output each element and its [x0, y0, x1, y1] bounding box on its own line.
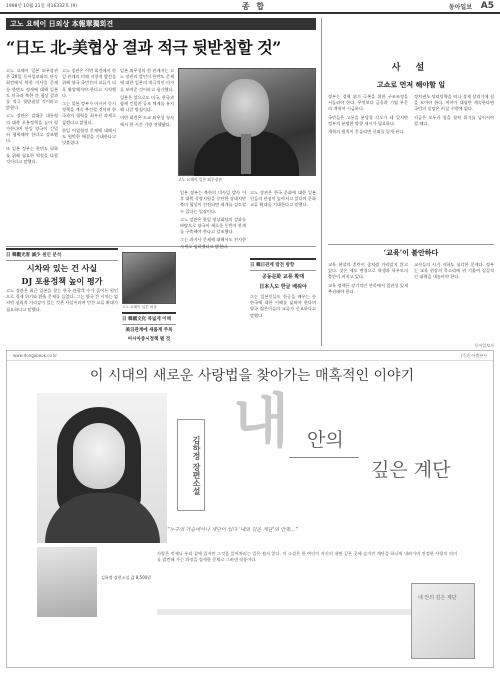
sub-article-3-title-1: 공동문화 교류 확대	[261, 274, 305, 280]
ad-title-part-2: 안의	[307, 429, 344, 451]
section-name: 종 합	[241, 1, 267, 11]
editorial-title-1: 고쇼로 먼저 해야할 일	[376, 80, 446, 89]
ad-topbar	[7, 351, 493, 361]
ad-quote: “누구의 가슴에서나 계단이 있다 ‘내의 깊은 계단’의 안쪽…”	[167, 527, 298, 533]
lead-body-col-4: 일본 정부는 북한의 미사일 발사 이후 대북 식량지원을 중단한 상태지만 북미 협상이 진전되면 재개를 검토할 수 있다는 입장이다. 고노 장관은 한일 정상회담의 성과를 바탕으로 양국이 새로운 동반자 관계를 구축해야 한다고 강조했다. 그는 과거사 문제에 대해서도 진지한 자세로 임하겠다고 밝혔다.	[180, 190, 246, 249]
ad-decorative-line	[289, 457, 359, 458]
ad-title-big-char: 내	[233, 387, 290, 455]
sub-article-3-kicker: 日 韓日관계 발전 방향	[250, 260, 316, 271]
lead-body-col-1: 고노 요헤이 일본 외무장관은 20일 동아일보와의 단독회견에서 북한 미사일 문제 등 한반도 정세에 대해 일본도 미국과 북한 간 협상 결과를 적극 뒷받침할 것이라고 밝혔다. 고노 장관은 김대중 대통령의 대북 포용정책을 높이 평가한다며 한일 양국이 긴밀히 협력해야 한다고 강조했다. 또 일본 정부는 한반도 평화를 위해 필요한 역할을 다할 것이라고 말했다.	[6, 68, 58, 164]
ad-publisher: (주)동아출판사	[460, 353, 487, 358]
sub-article-2-kicker: 日 韓國文化 폭넓게 이해	[122, 314, 176, 325]
lead-body-col-5: 고노 장관은 한국 문화에 대한 일본인들의 관심이 높아지고 있다며 문화 교류 확대를 기대한다고 말했다.	[250, 190, 316, 208]
sub-article-1-title-2: DJ 포용정책 높이 평가	[21, 276, 103, 286]
sub-article-2-title-1: 美日관계에 새롭게 주목	[125, 328, 173, 333]
ad-book-cover-label: 내 안의 깊은 계단	[418, 595, 457, 601]
editorial-heading: 사 설	[391, 63, 431, 73]
column-divider	[321, 18, 322, 346]
lead-body-col-3: 일본 외무성의 한 관계자는 고노 장관의 발언이 한반도 문제에 대한 일본의 적극적인 의지를 보여준 것이라고 평가했다. 일본은 앞으로도 미국, 한국과 함께 긴밀한 공조 체제를 유지해 나갈 방침이다. 이번 회견은 도쿄 외무성 청사에서 한 시간 가량 진행됐다.	[120, 68, 174, 127]
masthead	[0, 0, 500, 14]
lead-photo-caption: 고노 요헤이 일본 외무장관	[178, 177, 222, 182]
book-advertisement[interactable]	[6, 350, 494, 668]
sub-article-3-title-2: 日本人도 한글 배워야	[259, 284, 307, 290]
ad-title-part-3: 깊은 계단	[371, 459, 451, 481]
small-photo-caption: 고노 요헤이 일본 외상	[122, 305, 157, 309]
sub-article-1-body: 고노 장관은 최근 일본을 찾는 한국 관광객 수가 줄어든 원인으로 경제 위기와 환율 문제를 들었다. 그는 양국 간 시차는 없지만 심리적 거리감이 있는 것은 사실이라며 민간 교류 확대가 필요하다고 말했다.	[6, 288, 118, 312]
small-photo	[122, 252, 176, 304]
sub-article-3-body: 그는 일본인들도 한글을 배우는 등 한국에 대한 이해를 넓혀야 한다며 양국 젊은이들의 교류가 중요하다고 말했다.	[250, 294, 316, 318]
ad-tagline: 이 시대의 새로운 사랑법을 찾아가는 매혹적인 이야기	[89, 368, 415, 384]
sub-article-1-title-1: 시차와 있는 건 사실	[26, 263, 98, 273]
editorial-2-col-2: 교사들의 사기 저하도 심각한 문제다. 정부는 교육 현장의 목소리에 귀 기울여 실질적인 대책을 내놓아야 한다.	[414, 262, 494, 280]
editorial-2-col-1: 교육 현장의 혼란이 좀처럼 가라앉지 않고 있다. 잦은 제도 변경으로 학생과 학부모의 불안이 커지고 있다. 교육 정책은 장기적인 안목에서 일관성 있게 추진돼야 한다.	[328, 262, 408, 294]
editorial-1-col-2: 정치권도 당리당략을 떠나 경제 살리기에 힘을 모아야 한다. 여야가 대립만 계속한다면 국민의 실망은 커질 수밖에 없다. 지금은 모두가 힘을 합쳐 위기를 넘어서야 할 때다.	[414, 94, 494, 126]
photo-credit: 동아일보사	[474, 343, 494, 348]
ad-website[interactable]: www.dongabook.co.kr	[13, 353, 58, 358]
lead-topic-strip: 고노 요헤이 日외상 本報單獨회견	[6, 18, 316, 30]
ad-author-photo	[37, 393, 167, 543]
lead-photo	[178, 68, 316, 176]
sub-article-2-title-2: 아시아중시정책 펼 것	[127, 337, 171, 342]
ad-author-label: 김하정 장편소설	[177, 419, 205, 511]
sub-article-1-kicker: 日 韓觀光客 減少 원인 분석	[6, 250, 118, 261]
editorial-title-2: ‘교육’이 불안하다	[383, 248, 439, 257]
ad-price-text: 김하정 장편소설 값 8,500원	[101, 575, 152, 580]
sub-article-1	[6, 248, 118, 284]
lead-body-col-2: 고노 장관은 이번 회견에서 한일 관계의 미래 지향적 발전을 위해 양국 국민간의 교류가 더욱 활발해져야 한다고 지적했다. 그는 일본 정부가 아시아 중시 정책을 계속 추진할 것이며 한국과의 협력을 최우선 과제로 삼겠다고 밝혔다. 한일 어업협정 문제에 대해서도 원만한 해결을 기대한다고 덧붙였다.	[62, 68, 116, 146]
editorial-divider	[328, 244, 494, 245]
lead-headline: “日도 北-美협상 결과 적극 뒷받침할 것”	[6, 38, 281, 57]
ad-book-cover[interactable]	[411, 583, 475, 659]
issue-date: 1998년 10월 21일 제16332호 (9)	[6, 4, 78, 9]
editorial-1-col-1: 정부는 경제 위기 극복을 위한 구조조정을 서둘러야 한다. 무엇보다 금융과 기업 부문의 개혁이 시급하다. 국민들은 고통을 분담할 각오가 돼 있지만 정부의 분명한 방향 제시가 필요하다. 개혁의 원칙이 흔들리면 신뢰를 잃게 된다.	[328, 94, 408, 135]
sub-article-3	[250, 258, 316, 292]
ad-small-photo	[37, 547, 97, 617]
page-number: A5	[480, 1, 494, 11]
ad-body-copy: 사랑은 언제나 우리 곁에 있지만 그것을 알아차리는 일은 쉽지 않다. 이 소설은 한 여인이 자신의 내면 깊은 곳에 숨겨진 계단을 하나씩 내려가며 진정한 사랑의 의미를 발견해 가는 과정을 섬세한 문체로 그려낸 작품이다.	[157, 551, 457, 562]
sub-article-2	[122, 312, 176, 346]
paper-name: 동아일보	[448, 3, 472, 11]
